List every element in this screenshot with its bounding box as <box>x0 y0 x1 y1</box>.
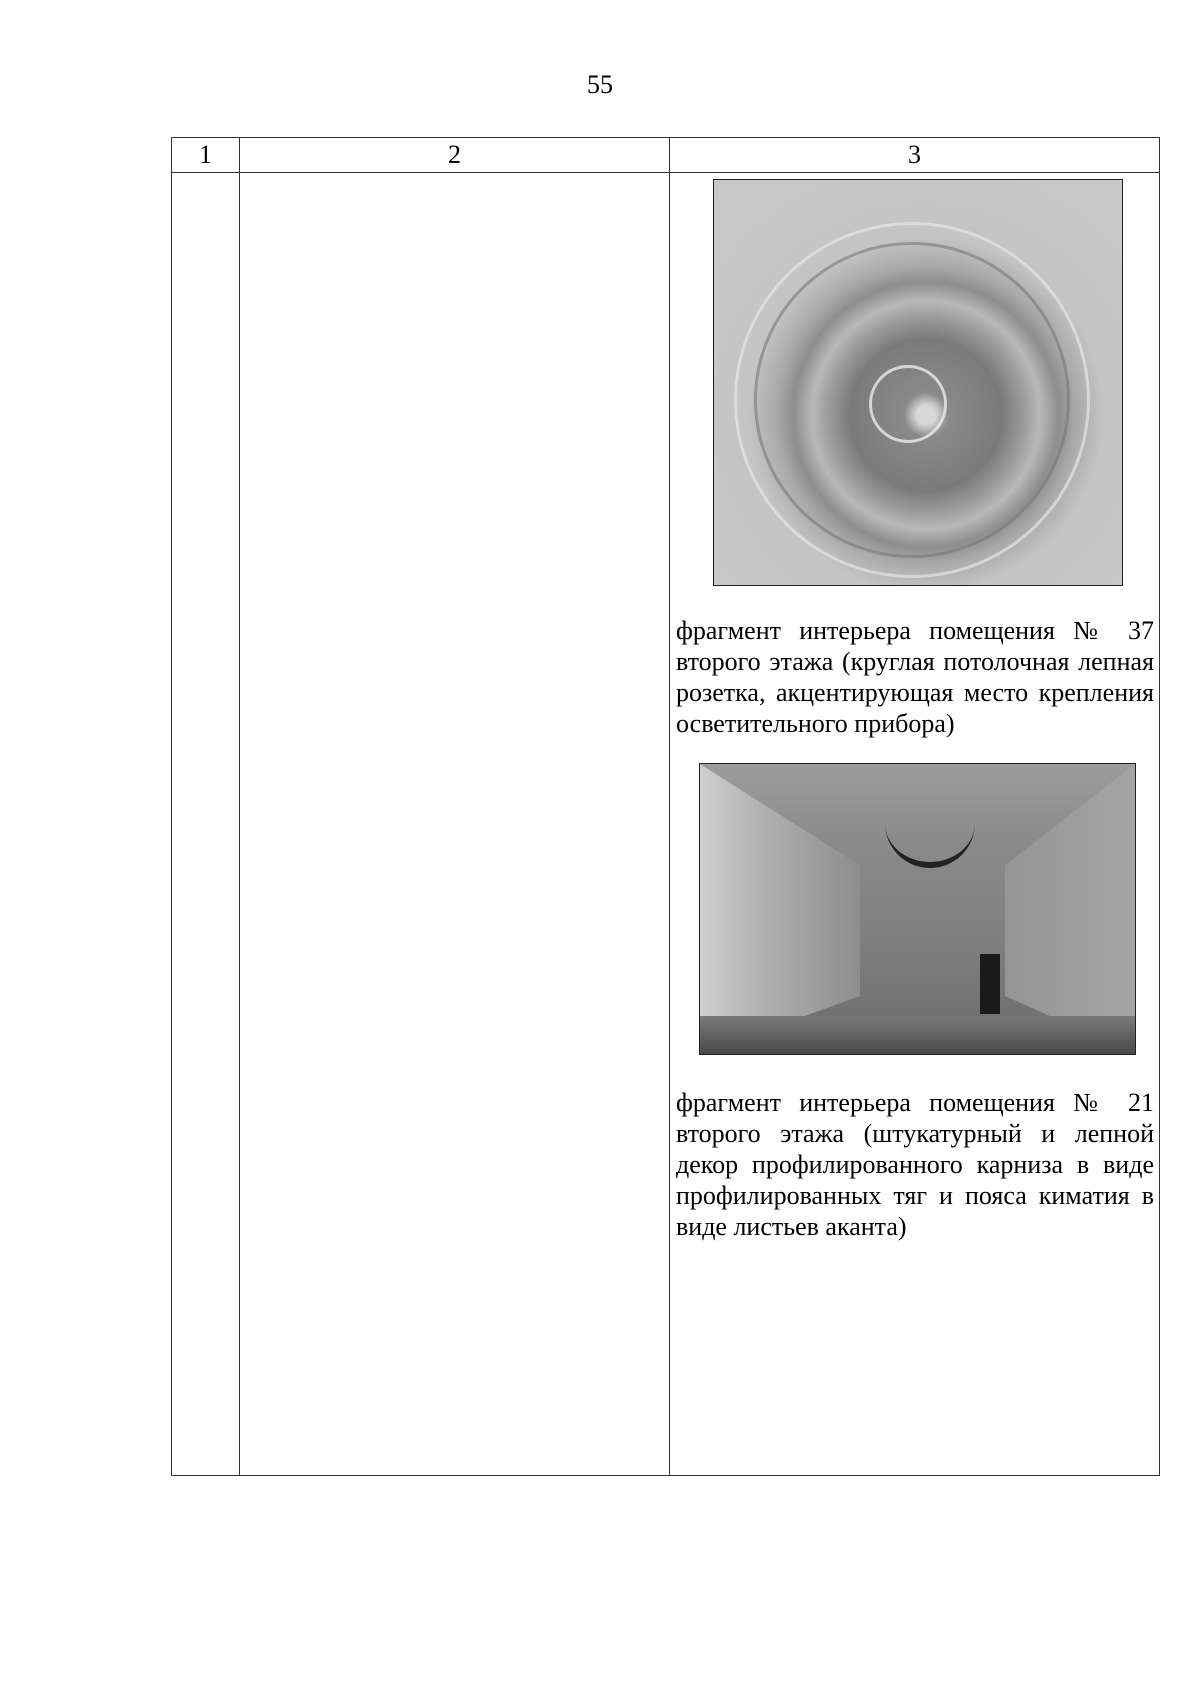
photo-caption-1: фрагмент интерьера помещения № 37 второго этажа (круглая потолочная лепная розетка, акцентирующая место крепления осветительного прибора) <box>676 616 1154 738</box>
photo-caption-2: фрагмент интерьера помещения № 21 второго этажа (штукатурный и лепной декор профилированного карниза в виде профилированных тяг и пояса киматия в виде листьев аканта) <box>676 1088 1154 1241</box>
column-header-2: 2 <box>240 138 670 173</box>
heritage-table <box>171 137 1160 1476</box>
column-header-1: 1 <box>172 138 240 173</box>
table-row <box>172 173 1160 1476</box>
room-interior-photo <box>699 763 1136 1055</box>
page-number: 55 <box>587 70 613 99</box>
cell-photos <box>670 173 1160 1476</box>
cell-description <box>240 173 670 1476</box>
ceiling-rosette-photo <box>713 179 1123 586</box>
cell-number <box>172 173 240 1476</box>
table-header-row <box>172 138 1160 173</box>
column-header-3: 3 <box>670 138 1160 173</box>
